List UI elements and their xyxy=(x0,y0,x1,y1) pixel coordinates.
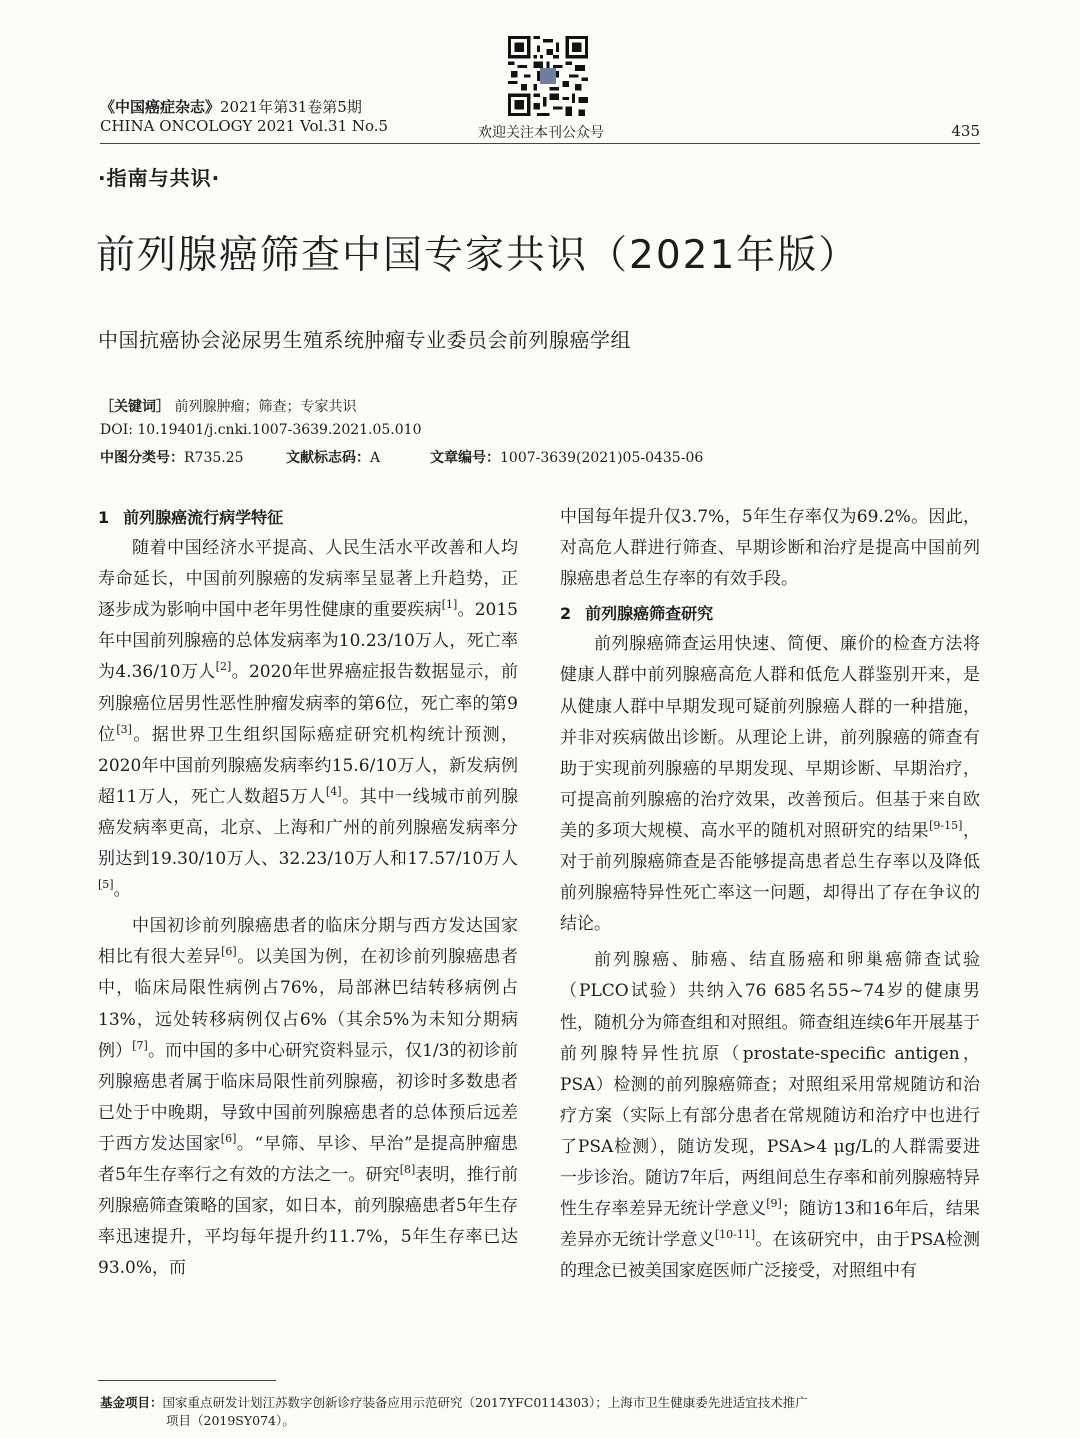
doc-code-value: A xyxy=(370,450,381,466)
citation[interactable]: [3] xyxy=(116,722,132,736)
header-rule xyxy=(100,143,980,144)
citation[interactable]: [8] xyxy=(399,1162,416,1176)
journal-header xyxy=(100,98,388,136)
journal-name-en: CHINA ONCOLOGY 2021 Vol.31 No.5 xyxy=(100,117,389,135)
author-group: 中国抗癌协会泌尿男生殖系统肿瘤专业委员会前列腺癌学组 xyxy=(98,328,631,352)
section-heading-1: 1 前列腺癌流行病学特征 xyxy=(98,508,284,527)
citation[interactable]: [2] xyxy=(215,660,232,674)
section-heading-2: 2 前列腺癌筛查研究 xyxy=(560,604,714,624)
article-no-label: 文章编号： xyxy=(430,450,500,466)
qr-caption: 欢迎关注本刊公众号 xyxy=(478,125,604,141)
paragraph: 前列腺癌、肺癌、结直肠癌和卵巢癌筛查试验（PLCO试验）共纳入76 685名55~74岁的健康男性，随机分为筛查组和对照组。筛查组连续6年开展基于前列腺特异性抗原（prostate-specific antigen，PSA）检测的前列腺癌筛查；对照组采用常规随访和治疗方案（实际上有部分患者在常规随访和治疗中也进行了PSA检测），随访发现，PSA>4 μg/L的人群需要进一步诊治。随访7年后，两组间总生存率和前列腺癌特异性生存率差异无统计学意义[9]；随访13和16年后，结果差异亦无统计学意义[10-11]。在该研究中，由于PSA检测的理念已被美国家庭医师广泛接受，对照组中有 xyxy=(560,950,981,1282)
paragraph: 随着中国经济水平提高、人民生活水平改善和人均寿命延长，中国前列腺癌的发病率呈显著上升趋势，正逐步成为影响中国中老年男性健康的重要疾病[1]。2015年中国前列腺癌的总体发病率为10.23/10万人，死亡率为4.36/10万人[2]。2020年世界癌症报告数据显示，前列腺癌位居男性恶性肿瘤发病率的第6位，死亡率的第9位[3]。据世界卫生组织国际癌症研究机构统计预测，2020年中国前列腺癌发病率约15.6/10万人，新发病例超11万人，死亡人数超5万人[4]。其中一线城市前列腺癌发病率更高，北京、上海和广州的前列腺癌发病率分别达到19.30/10万人、32.23/10万人和17.57/10万人[5]。 xyxy=(98,538,519,901)
citation[interactable]: [5] xyxy=(98,878,114,892)
keywords-label: ［关键词］ xyxy=(100,399,170,415)
citation[interactable]: [10-11] xyxy=(714,1228,756,1242)
paragraph: 中国每年提升仅3.7%，5年生存率仅为69.2%。因此，对高危人群进行筛查、早期诊断和治疗是提高中国前列腺癌患者总生存率的有效手段。 xyxy=(560,507,980,590)
left-column xyxy=(98,502,518,1284)
keywords: 前列腺肿瘤；筛查；专家共识 xyxy=(174,399,357,415)
paragraph: 前列腺癌筛查运用快速、简便、廉价的检查方法将健康人群中前列腺癌高危人群和低危人群鉴别开来，是从健康人群中早期发现可疑前列腺癌人群的一种措施，并非对疾病做出诊断。从理论上讲，前列腺癌的筛查有助于实现前列腺癌的早期发现、早期诊断、早期治疗，可提高前列腺癌的治疗效果，改善预后。但基于来自欧美的多项大规模、高水平的随机对照研究的结果[9-15]，对于前列腺癌筛查是否能够提高患者总生存率以及降低前列腺癌特异性死亡率这一问题，却得出了存在争议的结论。 xyxy=(560,634,980,935)
column-tag: ·指南与共识· xyxy=(98,166,221,190)
citation[interactable]: [4] xyxy=(325,784,342,798)
clc-value: R735.25 xyxy=(184,450,244,466)
funding-line-2: 项目（2019SY074）。 xyxy=(166,1413,295,1428)
funding-label: 基金项目： xyxy=(100,1395,163,1410)
doi: DOI: 10.19401/j.cnki.1007-3639.2021.05.010 xyxy=(100,422,422,438)
article-no-value: 1007-3639(2021)05-0435-06 xyxy=(500,450,704,466)
qr-code-icon xyxy=(508,36,588,116)
funding-footnote xyxy=(100,1394,930,1430)
citation[interactable]: [9-15] xyxy=(929,818,963,832)
citation[interactable]: [6] xyxy=(220,1131,237,1145)
paragraph: 中国初诊前列腺癌患者的临床分期与西方发达国家相比有很大差异[6]。以美国为例，在初诊前列腺癌患者中，临床局限性病例占76%，局部淋巴结转移病例占13%，远处转移病例仅占6%（其余5%为未知分期病例）[7]。而中国的多中心研究资料显示，仅1/3的初诊前列腺癌患者属于临床局限性前列腺癌，初诊时多数患者已处于中晚期，导致中国前列腺癌患者的总体预后远差于西方发达国家[6]。“早筛、早诊、早治”是提高肿瘤患者5年生存率行之有效的方法之一。研究[8]表明，推行前列腺癌筛查策略的国家，如日本，前列腺癌患者5年生存率迅速提升，平均每年提升约11.7%，5年生存率已达93.0%，而 xyxy=(98,916,519,1279)
citation[interactable]: [1] xyxy=(441,598,458,612)
journal-name-cn: 《中国癌症杂志》 xyxy=(100,98,221,116)
page-number: 435 xyxy=(951,122,980,140)
classification-line xyxy=(100,447,703,467)
keywords-line xyxy=(100,396,356,416)
right-column xyxy=(560,502,980,1287)
clc-label: 中图分类号： xyxy=(100,450,184,466)
footnote-rule xyxy=(98,1380,276,1381)
doc-code-label: 文献标志码： xyxy=(286,450,370,466)
issue-cn: 2021年第31卷第5期 xyxy=(220,98,362,116)
citation[interactable]: [6] xyxy=(221,945,237,959)
funding-line-1: 国家重点研发计划江苏数字创新诊疗装备应用示范研究（2017YFC0114303）；上海市卫生健康委先进适宜技术推广 xyxy=(162,1395,808,1410)
citation[interactable]: [9] xyxy=(766,1197,782,1211)
article-title: 前列腺癌筛查中国专家共识（2021年版） xyxy=(96,233,860,278)
citation[interactable]: [7] xyxy=(132,1038,148,1052)
